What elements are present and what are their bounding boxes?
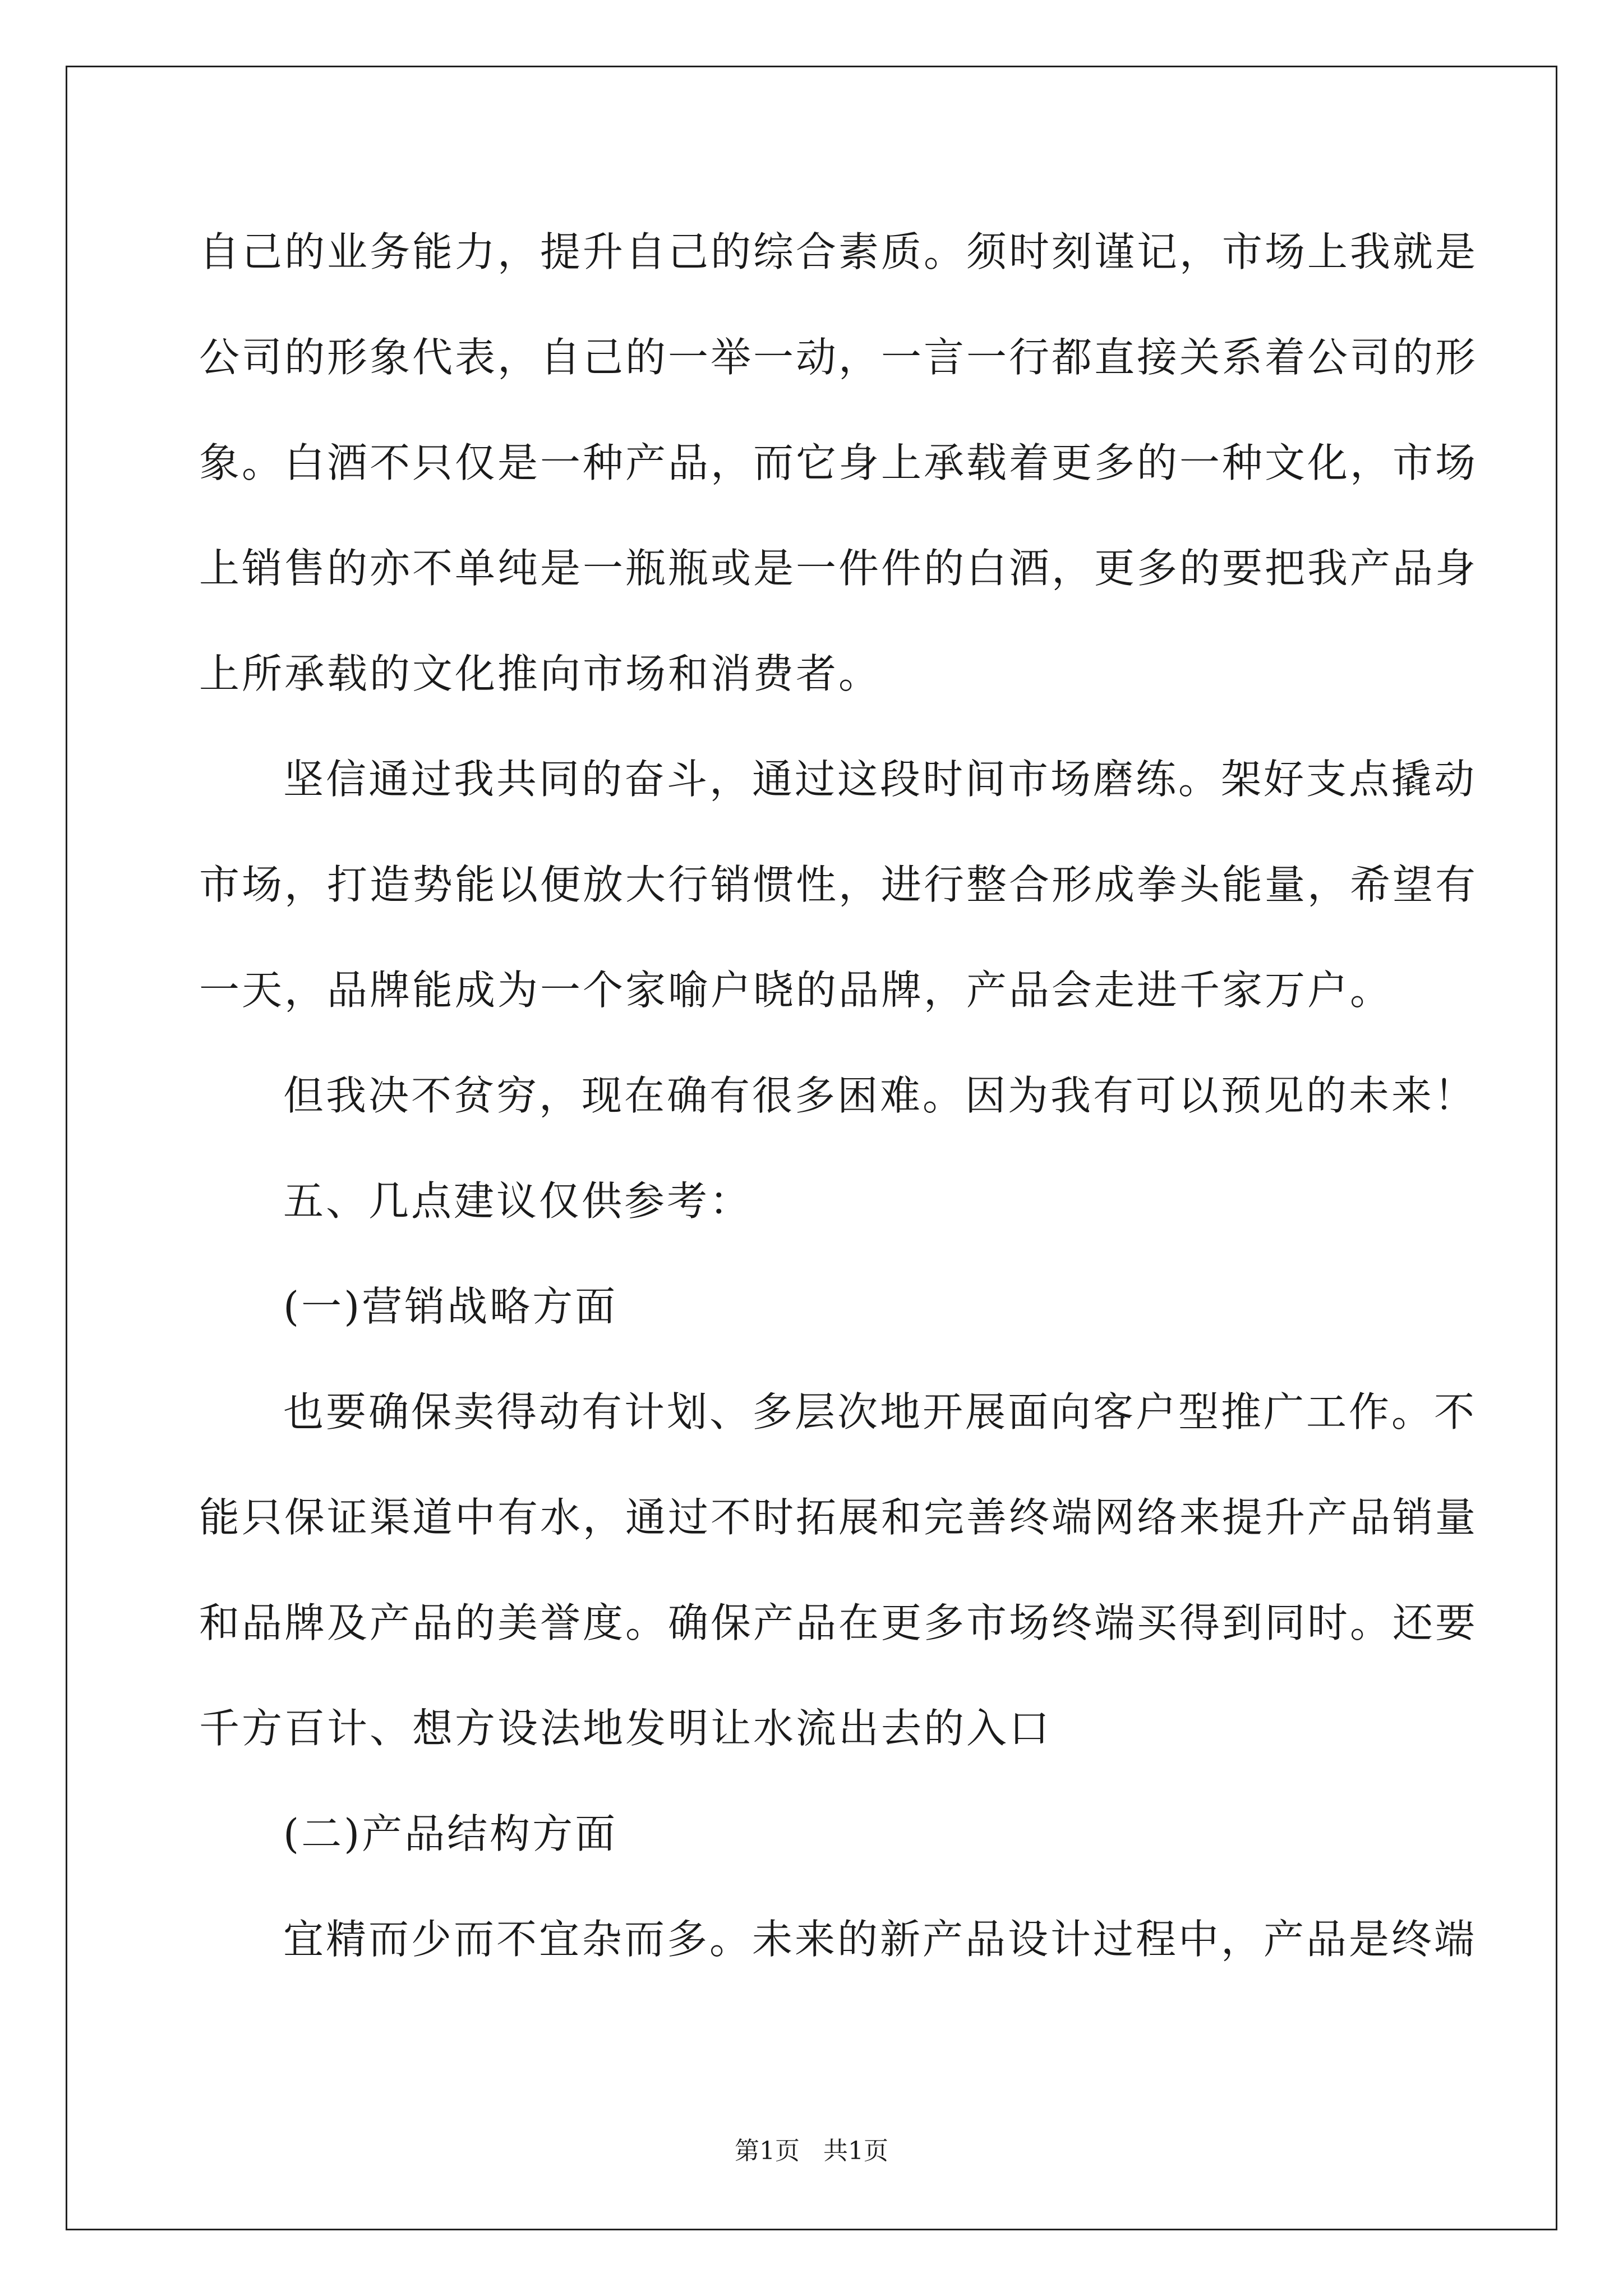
page-number: 第1页 共1页 <box>735 2137 888 2165</box>
text-line: 象。白酒不只仅是一种产品，而它身上承载着更多的一种文化，市场 <box>199 439 1478 486</box>
text-line: 能只保证渠道中有水，通过不时拓展和完善终端网络来提升产品销量 <box>199 1494 1478 1541</box>
text-line: 上销售的亦不单纯是一瓶瓶或是一件件的白酒，更多的要把我产品身 <box>199 545 1478 592</box>
text-line: 但我决不贫穷，现在确有很多困难。因为我有可以预见的未来！ <box>283 1072 1477 1119</box>
document-body <box>199 199 1478 1992</box>
section-heading: 五、几点建议仅供参考： <box>283 1177 753 1225</box>
subsection-heading: (一)营销战略方面 <box>283 1283 618 1330</box>
text-line: 上所承载的文化推向市场和消费者。 <box>199 650 882 697</box>
text-line: 坚信通过我共同的奋斗，通过这段时间市场磨练。架好支点撬动 <box>283 756 1477 803</box>
text-line: 市场，打造势能以便放大行销惯性，进行整合形成拳头能量，希望有 <box>199 861 1478 908</box>
text-line: 千方百计、想方设法地发明让水流出去的入口 <box>199 1705 1052 1752</box>
text-line: 宜精而少而不宜杂而多。未来的新产品设计过程中，产品是终端 <box>283 1916 1477 1963</box>
text-line: 自己的业务能力，提升自己的综合素质。须时刻谨记，市场上我就是 <box>199 228 1478 275</box>
text-line: 一天，品牌能成为一个家喻户晓的品牌，产品会走进千家万户。 <box>199 967 1393 1014</box>
text-line: 也要确保卖得动有计划、多层次地开展面向客户型推广工作。不 <box>283 1388 1477 1435</box>
text-line: 公司的形象代表，自己的一举一动，一言一行都直接关系着公司的形 <box>199 334 1478 381</box>
subsection-heading: (二)产品结构方面 <box>283 1810 618 1857</box>
text-line: 和品牌及产品的美誉度。确保产品在更多市场终端买得到同时。还要 <box>199 1599 1478 1646</box>
